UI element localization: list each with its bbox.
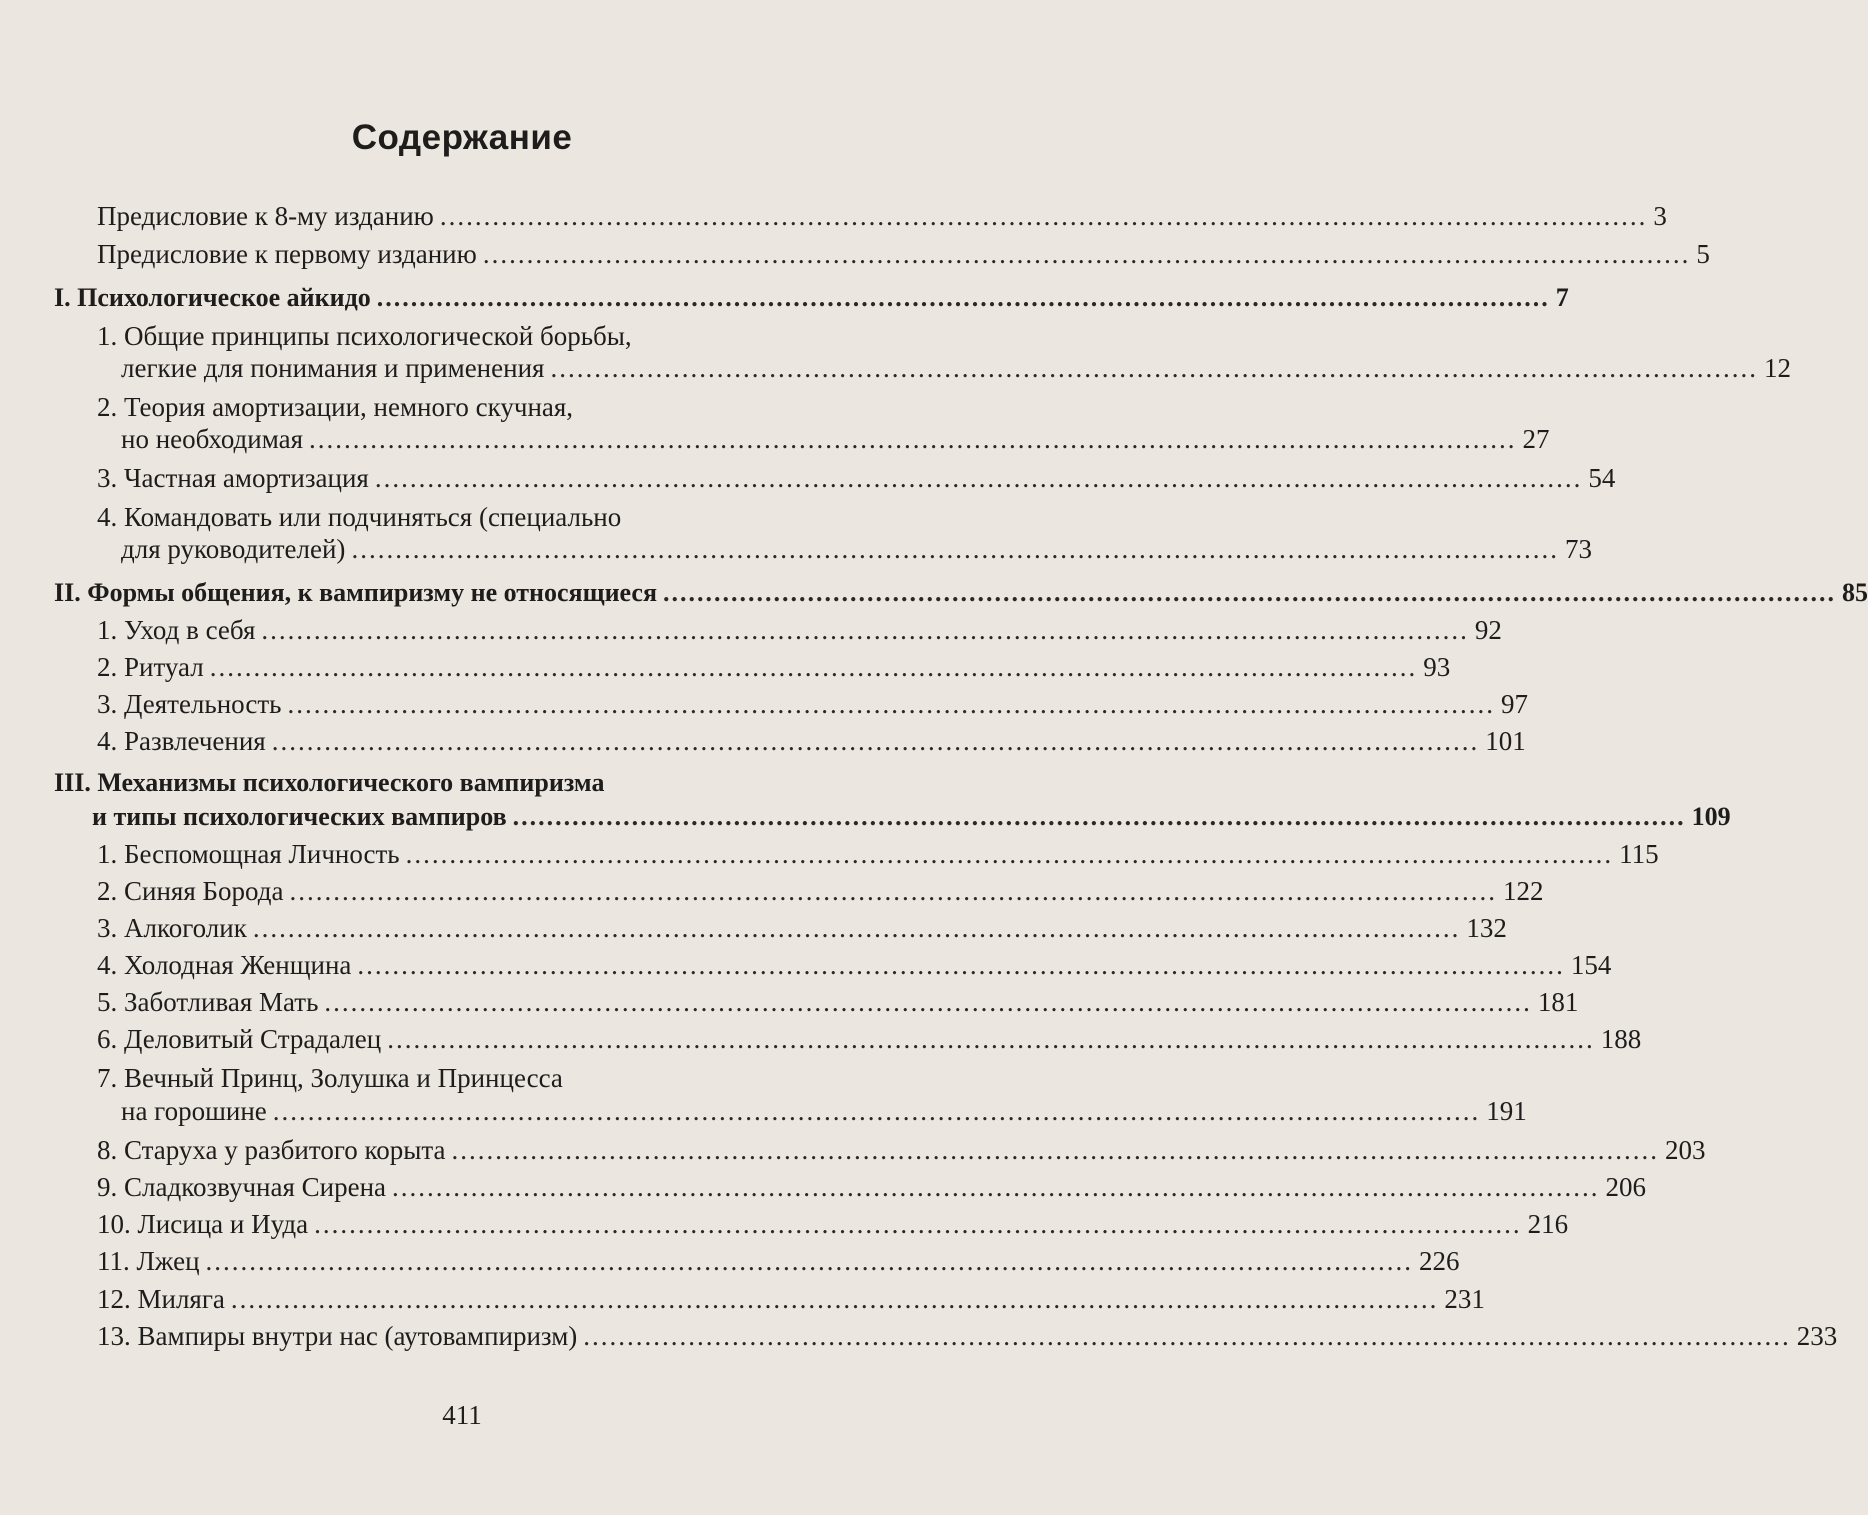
toc-entry-page: 216	[1527, 1209, 1569, 1239]
toc-part-entry	[92, 799, 1731, 835]
toc-entry	[97, 873, 1544, 909]
toc-entry-label: 3. Частная амортизация	[97, 463, 369, 493]
toc-entry-label: легкие для понимания и применения	[121, 353, 545, 383]
toc-entry	[97, 1281, 1485, 1317]
toc-entry-first-line: 7. Вечный Принц, Золушка и Принцесса	[97, 1063, 563, 1093]
toc-entry-label: 1. Беспомощная Личность	[97, 839, 400, 869]
toc-entry-page: 85	[1842, 578, 1868, 607]
leader-dots: ..........................................................................................................................................	[209, 652, 1418, 682]
leader-dots: ..........................................................................................................................................	[512, 802, 1686, 831]
leader-dots: ..........................................................................................................................................	[230, 1284, 1439, 1314]
leader-dots: ..........................................................................................................................................	[451, 1135, 1659, 1165]
toc-entry-page: 93	[1423, 652, 1451, 682]
toc-entry-label: 3. Алкоголик	[97, 913, 247, 943]
toc-entry-label: Предисловие к 8-му изданию	[97, 201, 434, 231]
toc-entry	[97, 836, 1659, 872]
toc-entry-page: 188	[1600, 1024, 1642, 1054]
toc-entry	[97, 1169, 1646, 1205]
toc-entry	[97, 1243, 1460, 1279]
toc-entry	[121, 421, 1550, 457]
leader-dots: ..........................................................................................................................................	[387, 1024, 1595, 1054]
toc-entry	[121, 350, 1791, 386]
toc-part-entry	[54, 575, 1868, 611]
toc-part-first-line: III. Механизмы психологического вампиризма	[54, 768, 605, 797]
page-number: 411	[442, 1400, 482, 1430]
toc-entry	[97, 198, 1667, 234]
leader-dots: ..........................................................................................................................................	[376, 283, 1550, 312]
toc-entry-page: 231	[1444, 1284, 1485, 1314]
toc-entry-page: 132	[1466, 913, 1507, 943]
leader-dots: ..........................................................................................................................................	[663, 578, 1837, 607]
toc-entry-page: 154	[1570, 950, 1612, 980]
toc-entry-label: 5. Заботливая Мать	[97, 987, 319, 1017]
toc-entry-label: II. Формы общения, к вампиризму не относящиеся	[54, 578, 658, 607]
toc-entry-page: 12	[1763, 353, 1791, 383]
toc-entry-page: 27	[1522, 424, 1550, 454]
toc-entry	[97, 686, 1528, 722]
toc-entry-label: 4. Развлечения	[97, 726, 266, 756]
toc-entry	[97, 1206, 1569, 1242]
toc-entry-first-line: 1. Общие принципы психологической борьбы,	[97, 321, 632, 351]
toc-entry-page: 233	[1796, 1321, 1838, 1351]
leader-dots: ..........................................................................................................................................	[482, 239, 1691, 269]
leader-dots: ..........................................................................................................................................	[252, 913, 1461, 943]
toc-entry-page: 54	[1588, 463, 1616, 493]
toc-entry	[97, 1021, 1642, 1057]
leader-dots: ..........................................................................................................................................	[314, 1209, 1522, 1239]
toc-entry-label: 2. Ритуал	[97, 652, 204, 682]
toc-entry-label: 9. Сладкозвучная Сирена	[97, 1172, 386, 1202]
toc-entry-page: 181	[1537, 987, 1579, 1017]
toc-entry-label: 3. Деятельность	[97, 689, 282, 719]
toc-part-entry	[54, 280, 1569, 316]
toc-entry-page: 5	[1696, 239, 1710, 269]
toc-entry-page: 122	[1502, 876, 1544, 906]
toc-entry-label: на горошине	[121, 1096, 267, 1126]
leader-dots: ..........................................................................................................................................	[439, 201, 1648, 231]
toc-entry-label: и типы психологических вампиров	[92, 802, 507, 831]
toc-entry-page: 115	[1619, 839, 1659, 869]
leader-dots: ..........................................................................................................................................	[261, 615, 1469, 645]
leader-dots: ..........................................................................................................................................	[289, 876, 1497, 906]
leader-dots: ..........................................................................................................................................	[550, 353, 1758, 383]
toc-entry	[97, 1318, 1838, 1354]
toc-entry-label: 4. Холодная Женщина	[97, 950, 352, 980]
toc-entry-label: 1. Уход в себя	[97, 615, 256, 645]
toc-entry-label: 8. Старуха у разбитого корыта	[97, 1135, 446, 1165]
leader-dots: ..........................................................................................................................................	[357, 950, 1565, 980]
leader-dots: ..........................................................................................................................................	[583, 1321, 1791, 1351]
toc-entry	[97, 236, 1710, 272]
toc-entry	[97, 612, 1502, 648]
toc-entry-page: 206	[1605, 1172, 1646, 1202]
toc-entry-label: I. Психологическое айкидо	[54, 283, 371, 312]
leader-dots: ..........................................................................................................................................	[271, 726, 1480, 756]
toc-entry	[97, 984, 1579, 1020]
toc-entry	[121, 1093, 1527, 1129]
leader-dots: ..........................................................................................................................................	[272, 1096, 1481, 1126]
leader-dots: ..........................................................................................................................................	[287, 689, 1495, 719]
toc-entry	[97, 1132, 1706, 1168]
toc-entry-page: 101	[1485, 726, 1526, 756]
leader-dots: ..........................................................................................................................................	[405, 839, 1614, 869]
leader-dots: ..........................................................................................................................................	[205, 1246, 1414, 1276]
toc-entry	[97, 910, 1507, 946]
toc-entry-page: 109	[1691, 802, 1731, 831]
toc-entry-label: Предисловие к первому изданию	[97, 239, 477, 269]
toc-entry-page: 92	[1474, 615, 1502, 645]
toc-entry-label: 2. Синяя Борода	[97, 876, 284, 906]
toc-entry-page: 97	[1500, 689, 1528, 719]
toc-entry-label: для руководителей)	[121, 534, 346, 564]
toc-entry-label: 12. Миляга	[97, 1284, 225, 1314]
toc-entry-page: 73	[1564, 534, 1592, 564]
toc-entry-label: 10. Лисица и Иуда	[97, 1209, 309, 1239]
toc-entry-label: 13. Вампиры внутри нас (аутовампиризм)	[97, 1321, 578, 1351]
page-title: Содержание	[351, 118, 573, 157]
toc-entry-page: 203	[1664, 1135, 1706, 1165]
toc-entry	[121, 531, 1592, 567]
toc-entry-page: 191	[1486, 1096, 1527, 1126]
toc-entry-label: но необходимая	[121, 424, 304, 454]
leader-dots: ..........................................................................................................................................	[324, 987, 1532, 1017]
toc-entry	[97, 723, 1526, 759]
toc-entry-page: 7	[1555, 283, 1569, 312]
toc-entry-first-line: 4. Командовать или подчиняться (специально	[97, 502, 622, 532]
leader-dots: ..........................................................................................................................................	[392, 1172, 1600, 1202]
toc-entry-page: 226	[1419, 1246, 1460, 1276]
leader-dots: ..........................................................................................................................................	[351, 534, 1559, 564]
toc-entry	[97, 649, 1451, 685]
toc-entry	[97, 460, 1616, 496]
toc-entry	[97, 947, 1612, 983]
leader-dots: ..........................................................................................................................................	[309, 424, 1517, 454]
toc-entry-label: 11. Лжец	[97, 1246, 200, 1276]
leader-dots: ..........................................................................................................................................	[374, 463, 1583, 493]
toc-entry-label: 6. Деловитый Страдалец	[97, 1024, 382, 1054]
toc-entry-page: 3	[1653, 201, 1667, 231]
toc-entry-first-line: 2. Теория амортизации, немного скучная,	[97, 392, 574, 422]
